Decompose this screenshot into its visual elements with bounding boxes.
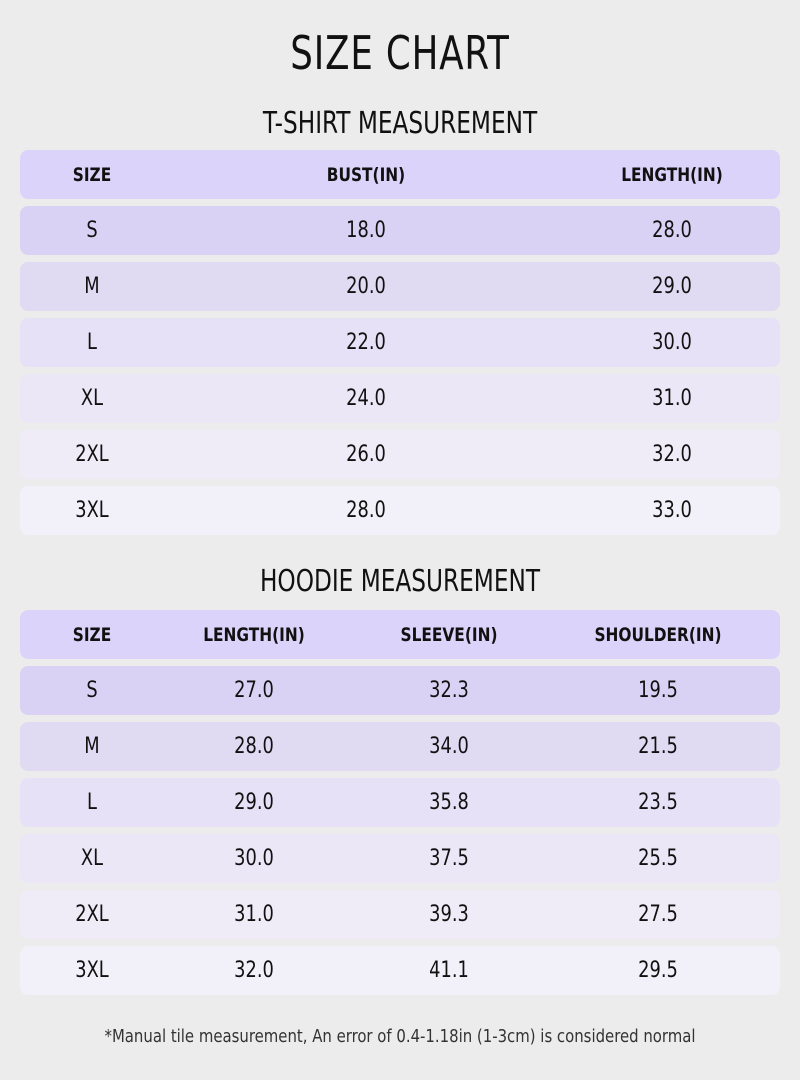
size-cell: S (86, 218, 98, 243)
shoulder-cell: 25.5 (638, 846, 678, 871)
tshirt-header-size: SIZE (72, 163, 112, 186)
bust-cell: 28.0 (346, 498, 386, 523)
length-cell: 31.0 (234, 902, 274, 927)
table-row (20, 430, 780, 479)
length-cell: 30.0 (652, 330, 692, 355)
page-title: SIZE CHART (290, 26, 510, 80)
length-cell: 27.0 (234, 678, 274, 703)
size-cell: 3XL (75, 498, 109, 523)
table-row (20, 318, 780, 367)
shoulder-cell: 23.5 (638, 790, 678, 815)
shoulder-cell: 27.5 (638, 902, 678, 927)
tshirt-table (20, 150, 780, 542)
hoodie-header-row (20, 610, 780, 659)
size-cell: L (87, 330, 97, 355)
table-row (20, 374, 780, 423)
table-row (20, 666, 780, 715)
shoulder-cell: 19.5 (638, 678, 678, 703)
shoulder-cell: 21.5 (638, 734, 678, 759)
table-row (20, 206, 780, 255)
table-row (20, 778, 780, 827)
table-row (20, 486, 780, 535)
table-row (20, 946, 780, 995)
sleeve-cell: 35.8 (429, 790, 469, 815)
length-cell: 32.0 (234, 958, 274, 983)
length-cell: 31.0 (652, 386, 692, 411)
table-row (20, 890, 780, 939)
size-cell: 2XL (75, 902, 109, 927)
size-cell: M (84, 274, 100, 299)
bust-cell: 26.0 (346, 442, 386, 467)
sleeve-cell: 34.0 (429, 734, 469, 759)
hoodie-header-sleeve: SLEEVE(IN) (400, 623, 498, 646)
bust-cell: 24.0 (346, 386, 386, 411)
sleeve-cell: 37.5 (429, 846, 469, 871)
sleeve-cell: 41.1 (429, 958, 469, 983)
length-cell: 29.0 (234, 790, 274, 815)
table-row (20, 834, 780, 883)
length-cell: 32.0 (652, 442, 692, 467)
size-cell: M (84, 734, 100, 759)
tshirt-section-title: T-SHIRT MEASUREMENT (262, 106, 538, 141)
hoodie-section-title: HOODIE MEASUREMENT (259, 564, 541, 599)
hoodie-table (20, 610, 780, 1002)
table-row (20, 722, 780, 771)
sleeve-cell: 32.3 (429, 678, 469, 703)
length-cell: 28.0 (234, 734, 274, 759)
hoodie-header-size: SIZE (72, 623, 112, 646)
tshirt-header-length: LENGTH(IN) (621, 163, 723, 186)
length-cell: 29.0 (652, 274, 692, 299)
length-cell: 30.0 (234, 846, 274, 871)
hoodie-header-shoulder: SHOULDER(IN) (594, 623, 722, 646)
shoulder-cell: 29.5 (638, 958, 678, 983)
size-cell: S (86, 678, 98, 703)
bust-cell: 20.0 (346, 274, 386, 299)
bust-cell: 22.0 (346, 330, 386, 355)
size-cell: XL (80, 846, 104, 871)
footnote: *Manual tile measurement, An error of 0.4-1.18in (1-3cm) is considered normal (104, 1026, 696, 1047)
tshirt-header-row (20, 150, 780, 199)
bust-cell: 18.0 (346, 218, 386, 243)
length-cell: 28.0 (652, 218, 692, 243)
size-cell: 3XL (75, 958, 109, 983)
hoodie-header-length: LENGTH(IN) (203, 623, 305, 646)
tshirt-header-bust: BUST(IN) (326, 163, 406, 186)
size-cell: XL (80, 386, 104, 411)
length-cell: 33.0 (652, 498, 692, 523)
table-row (20, 262, 780, 311)
size-cell: 2XL (75, 442, 109, 467)
sleeve-cell: 39.3 (429, 902, 469, 927)
size-cell: L (87, 790, 97, 815)
